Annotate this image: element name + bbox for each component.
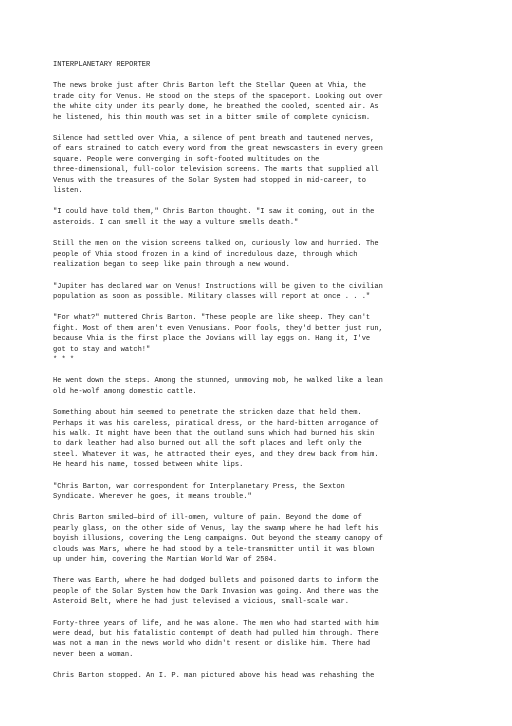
document-heading: INTERPLANETARY REPORTER (53, 61, 151, 69)
paragraph-6: "For what?" muttered Chris Barton. "These people are like sheep. They can't fight. Most of them aren't even Venusians. Poor fools, they'd better just run, because Vhia is the first place the Jovians will lay eggs on. Hang it, I've got to stay and watch!" * * * (53, 314, 383, 364)
paragraph-4: Still the men on the vision screens talked on, curiously low and hurried. The people of Vhia stood frozen in a kind of incredulous daze, through which realization began to seep like pain through a new wound. (53, 240, 379, 270)
paragraph-8: Something about him seemed to penetrate the stricken daze that held them. Perhaps it was his careless, piratical dress, or the hard-bitten arrogance of his walk. It might have been that the outland suns which had burned his skin to dark leather had also burned out all the soft places and left only the steel. Whatever it was, he attracted their eyes, and they drew back from him. He heard his name, tossed between white lips. (53, 409, 379, 470)
paragraph-11: There was Earth, where he had dodged bullets and poisoned darts to inform the people of the Solar System how the Dark Invasion was going. And there was the Asteroid Belt, where he had just televised a vicious, small-scale war. (53, 577, 379, 607)
paragraph-5: "Jupiter has declared war on Venus! Instructions will be given to the civilian population as soon as possible. Military classes will report at once . . ." (53, 282, 383, 301)
document-page (53, 60, 468, 693)
paragraph-9: "Chris Barton, war correspondent for Interplanetary Press, the Sexton Syndicate. Wherever he goes, it means trouble." (53, 482, 345, 501)
paragraph-12: Forty-three years of life, and he was alone. The men who had started with him were dead, but his fatalistic contempt of death had pulled him through. There was not a man in the news world who didn't resent or dislike him. There had never been a woman. (53, 619, 379, 659)
paragraph-13: Chris Barton stopped. An I. P. man pictured above his head was rehashing the (53, 672, 375, 681)
paragraph-1: The news broke just after Chris Barton left the Stellar Queen at Vhia, the trade city for Venus. He stood on the steps of the spaceport. Looking out over the white city under its pearly dome, he breathed the cooled, scented air. As he listened, his thin mouth was set in a bitter smile of complete cynicism. (53, 82, 383, 122)
paragraph-3: "I could have told them," Chris Barton thought. "I saw it coming, out in the asteroids. I can smell it the way a vulture smells death." (53, 208, 375, 227)
paragraph-2: Silence had settled over Vhia, a silence of pent breath and tautened nerves, of ears strained to catch every word from the great newscasters in every green square. People were converging in soft-footed multitudes on the three-dimensional, full-color television screens. The marts that supplied all Venus with the treasures of the Solar System had stopped in mid-career, to listen. (53, 135, 383, 196)
paragraph-7: He went down the steps. Among the stunned, unmoving mob, he walked like a lean old he-wolf among domestic cattle. (53, 377, 383, 396)
paragraph-10: Chris Barton smiled—bird of ill-omen, vulture of pain. Beyond the dome of pearly glass, on the other side of Venus, lay the swamp where he had left his boyish illusions, covering the Leng campaigns. Out beyond the steamy canopy of clouds was Mars, where he had stood by a tele-transmitter until it was blown up under him, covering the Martian World War of 2504. (53, 514, 383, 565)
